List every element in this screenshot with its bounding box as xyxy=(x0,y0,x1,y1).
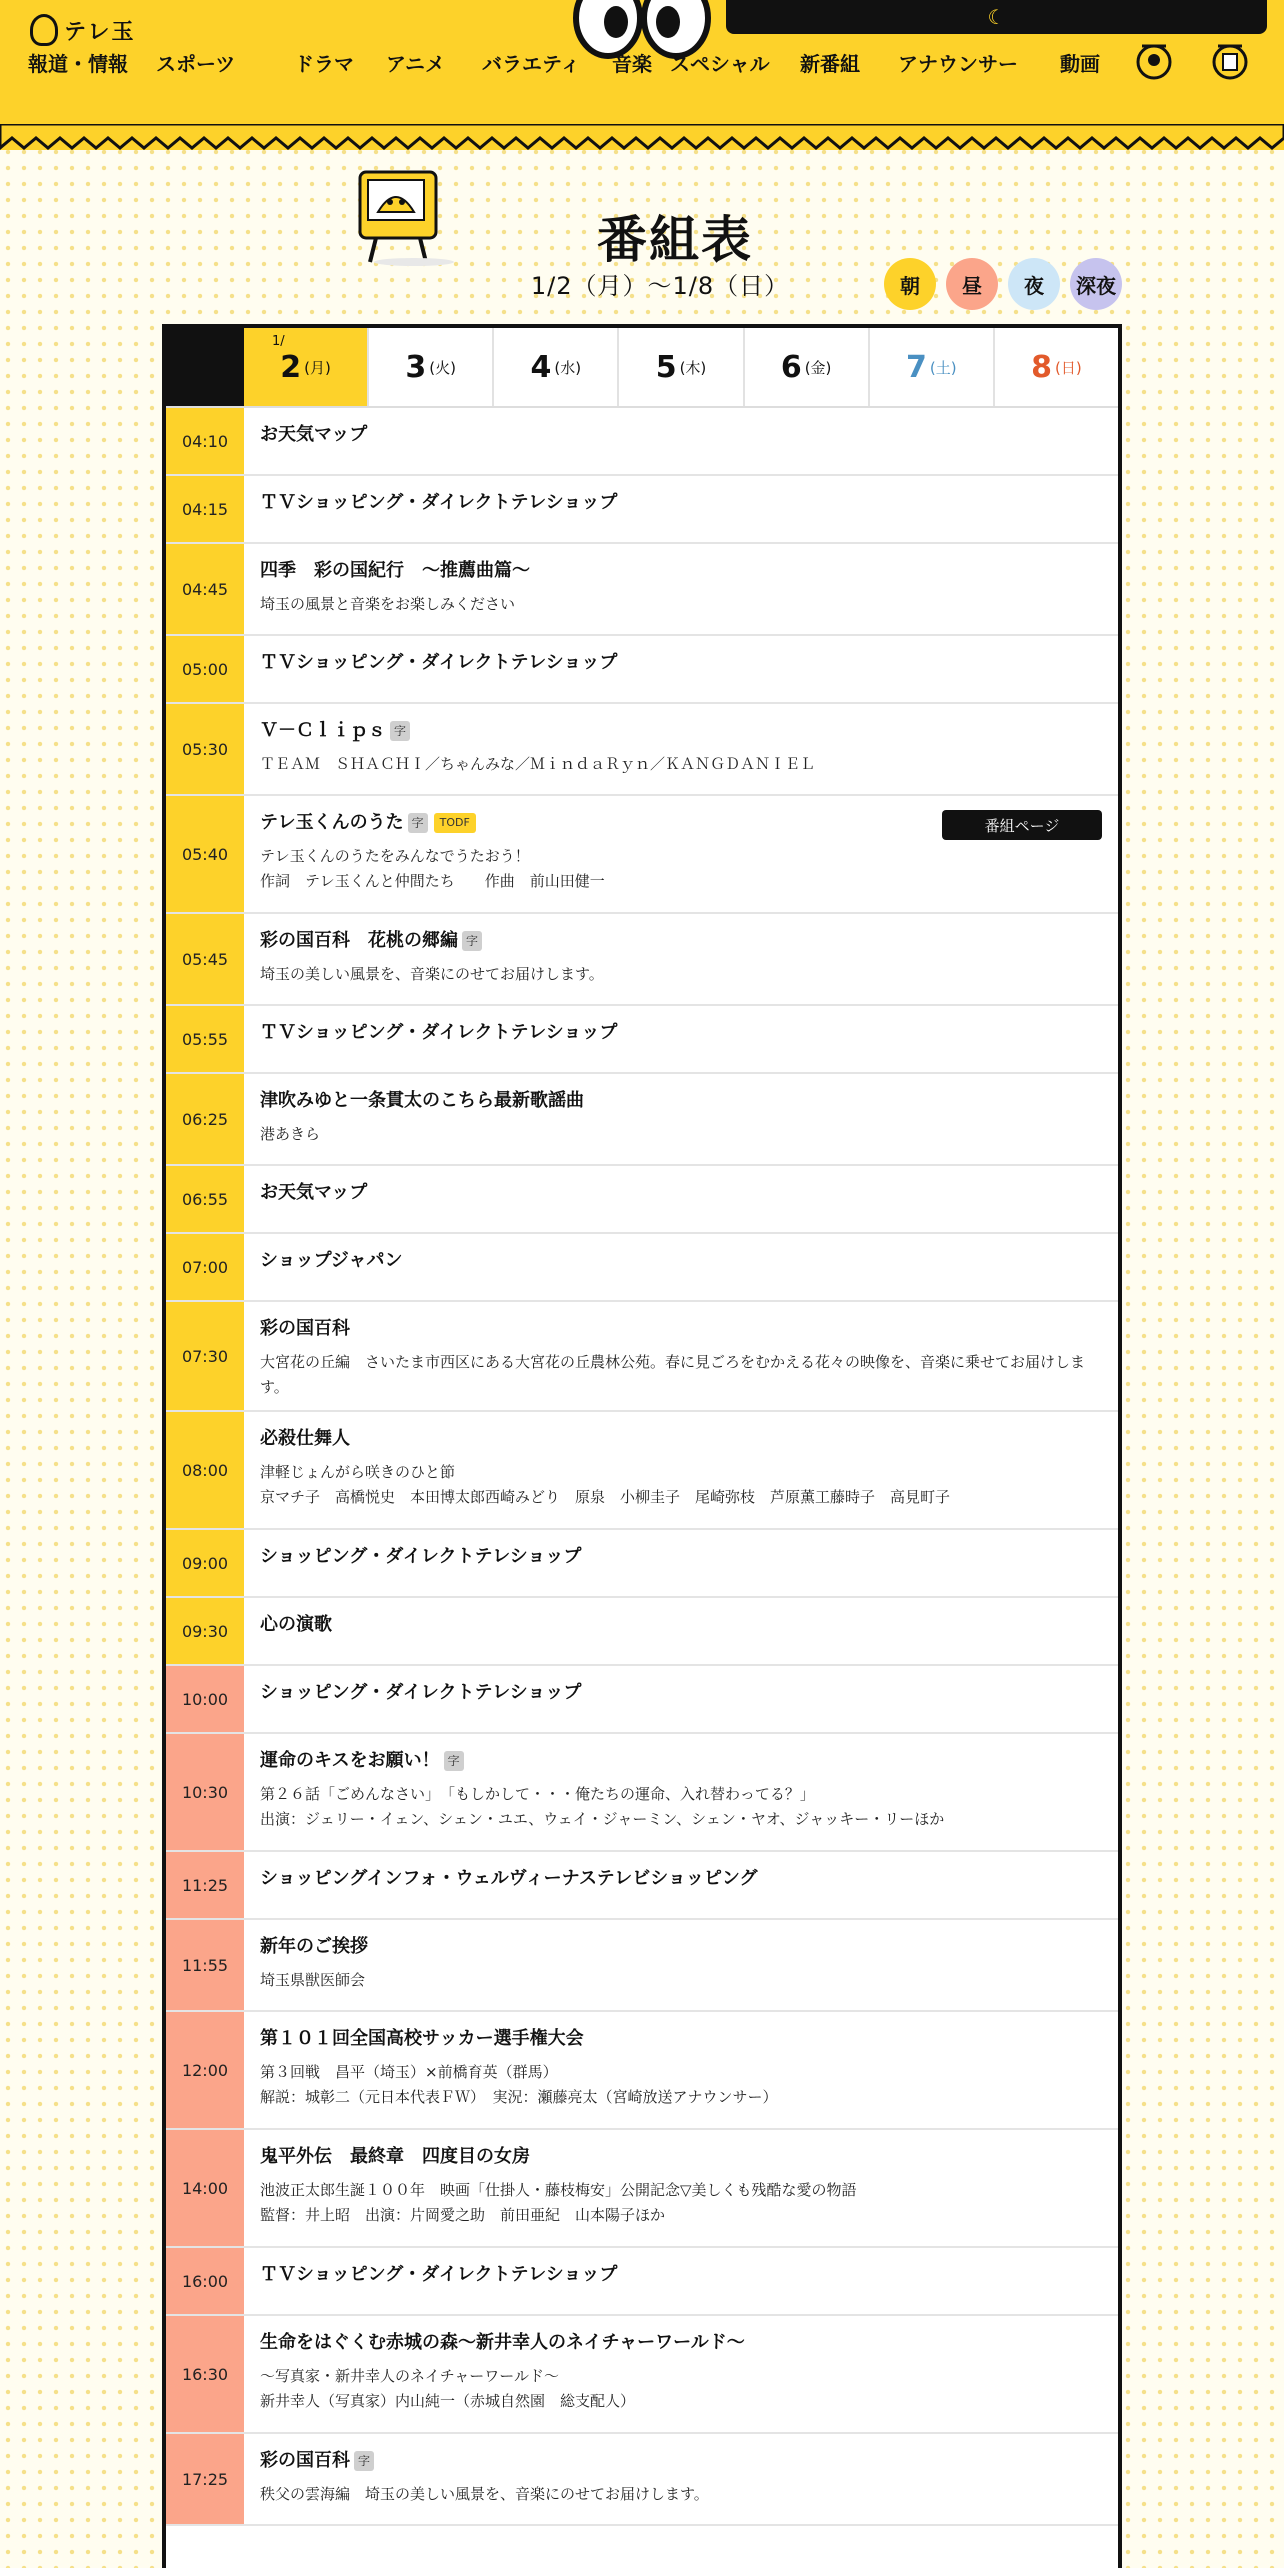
program-time: 04:45 xyxy=(166,544,244,634)
calendar-badge-icon[interactable] xyxy=(1210,38,1250,82)
program-row[interactable] xyxy=(166,1234,1118,1302)
program-info xyxy=(244,704,1118,794)
program-desc-line: 第３回戦 昌平（埼玉）×前橋育英（群馬） xyxy=(260,2063,558,2081)
program-description xyxy=(260,592,1102,617)
program-row[interactable] xyxy=(166,1852,1118,1920)
program-desc-line: 監督：井上昭 出演：片岡愛之助 前田亜紀 山本陽子ほか xyxy=(260,2206,666,2224)
program-info xyxy=(244,544,1118,634)
program-row[interactable] xyxy=(166,914,1118,1006)
program-row[interactable] xyxy=(166,1598,1118,1666)
program-desc-line: 新井幸人（写真家）内山純一（赤城自然園 総支配人） xyxy=(260,2392,636,2410)
program-time: 08:00 xyxy=(166,1412,244,1528)
program-description xyxy=(260,2060,1102,2110)
program-title[interactable]: ＴＶショッピング・ダイレクトテレショップ xyxy=(260,492,618,513)
program-row[interactable] xyxy=(166,2434,1118,2526)
program-desc-line: 第２６話「ごめんなさい」 「もしかして・・・俺たちの運命、入れ替わってる？」 xyxy=(260,1785,815,1803)
program-desc-line: テレ玉くんのうたをみんなでうたおう！ xyxy=(260,847,530,865)
program-row[interactable] xyxy=(166,1920,1118,2012)
program-desc-line: ～写真家・新井幸人のネイチャーワールド～ xyxy=(260,2367,559,2385)
program-description xyxy=(260,2482,1102,2507)
program-description xyxy=(260,844,1102,894)
program-title-line xyxy=(260,930,1102,952)
program-time: 17:25 xyxy=(166,2434,244,2524)
program-info xyxy=(244,2130,1118,2246)
tod-evening-button[interactable]: 夜 xyxy=(1008,258,1060,310)
program-title-line xyxy=(260,1614,1102,1636)
nav-special[interactable]: スペシャル xyxy=(670,52,770,76)
day-month: 1/ xyxy=(272,334,285,349)
day-tabs xyxy=(166,328,1118,408)
program-description xyxy=(260,1460,1102,1510)
day-number: 2 xyxy=(280,349,302,385)
day-weekday: (水) xyxy=(554,358,582,377)
mascot-badge-icon[interactable] xyxy=(1134,38,1174,82)
day-tab-5[interactable] xyxy=(617,328,742,406)
program-title[interactable]: 津吹みゆと一条貫太のこちら最新歌謡曲 xyxy=(260,1090,584,1111)
program-desc-line: 大宮花の丘編 さいたま市西区にある大宮花の丘農林公苑。春に見ごろをむかえる花々の映像を、音楽に乗せてお届けします。 xyxy=(260,1353,1086,1396)
program-title[interactable]: お天気マップ xyxy=(260,424,368,445)
program-title-line xyxy=(260,1318,1102,1340)
program-row[interactable] xyxy=(166,408,1118,476)
program-title[interactable]: 心の演歌 xyxy=(260,1614,332,1635)
program-title[interactable]: ＴＶショッピング・ダイレクトテレショップ xyxy=(260,2264,618,2285)
program-desc-line: 作詞 テレ玉くんと仲間たち 作曲 前山田健一 xyxy=(260,872,605,890)
program-row[interactable] xyxy=(166,636,1118,704)
program-title[interactable]: お天気マップ xyxy=(260,1182,368,1203)
program-description xyxy=(260,1122,1102,1147)
day-weekday: (土) xyxy=(929,358,957,377)
program-title[interactable]: 彩の国百科 xyxy=(260,1318,350,1339)
nav-videos[interactable]: 動画 xyxy=(1060,52,1100,76)
program-time: 11:55 xyxy=(166,1920,244,2010)
nav-sports[interactable]: スポーツ xyxy=(156,52,236,76)
program-badge: 字 xyxy=(462,931,482,951)
day-weekday: (火) xyxy=(429,358,456,377)
program-title[interactable]: 四季 彩の国紀行 ～推薦曲篇～ xyxy=(260,560,530,581)
program-info xyxy=(244,636,1118,702)
program-info xyxy=(244,476,1118,542)
program-title-line xyxy=(260,1022,1102,1044)
program-row[interactable] xyxy=(166,1734,1118,1852)
program-title-line xyxy=(260,2028,1102,2050)
program-row[interactable] xyxy=(166,796,1118,914)
program-time: 09:30 xyxy=(166,1598,244,1664)
program-info xyxy=(244,1852,1118,1918)
program-time: 09:00 xyxy=(166,1530,244,1596)
program-row[interactable] xyxy=(166,2012,1118,2130)
program-title[interactable]: Ｖ－Ｃｌｉｐｓ xyxy=(260,720,386,741)
nav-variety[interactable]: バラエティ xyxy=(482,52,581,76)
page-title: 番組表 xyxy=(597,211,753,269)
program-time: 07:30 xyxy=(166,1302,244,1410)
program-title-line xyxy=(260,1936,1102,1958)
program-title-line xyxy=(260,2146,1102,2168)
program-row[interactable] xyxy=(166,704,1118,796)
program-time: 05:40 xyxy=(166,796,244,912)
nav-drama[interactable]: ドラマ xyxy=(294,52,354,76)
program-desc-line: 池波正太郎生誕１００年 映画「仕掛人・藤枝梅安」公開記念▽美しくも残酷な愛の物語 xyxy=(260,2181,857,2199)
program-desc-line: 秩父の雲海編 埼玉の美しい風景を、音楽にのせてお届けします。 xyxy=(260,2485,709,2503)
day-weekday: (月) xyxy=(304,358,331,377)
program-title[interactable]: 生命をはぐくむ赤城の森～新井幸人のネイチャーワールド～ xyxy=(260,2332,745,2353)
program-row[interactable] xyxy=(166,1166,1118,1234)
program-info xyxy=(244,1598,1118,1664)
program-time: 07:00 xyxy=(166,1234,244,1300)
program-time: 10:00 xyxy=(166,1666,244,1732)
program-title[interactable]: 新年のご挨拶 xyxy=(260,1936,368,1957)
program-description xyxy=(260,2178,1102,2228)
nav-news[interactable]: 報道・情報 xyxy=(28,52,128,76)
program-info xyxy=(244,1734,1118,1850)
main-nav xyxy=(28,48,1100,77)
program-info xyxy=(244,1412,1118,1528)
program-time: 14:00 xyxy=(166,2130,244,2246)
program-info xyxy=(244,2434,1118,2524)
program-time: 16:00 xyxy=(166,2248,244,2314)
program-row[interactable] xyxy=(166,2130,1118,2248)
moon-search-icon: ☾ xyxy=(987,5,1006,29)
program-info xyxy=(244,1006,1118,1072)
program-info xyxy=(244,914,1118,1004)
nav-music[interactable]: 音楽 xyxy=(612,52,652,76)
program-desc-line: 津軽じょんがら咲きのひと節 xyxy=(260,1463,456,1481)
program-title-line xyxy=(260,1546,1102,1568)
day-tab-2[interactable] xyxy=(244,328,367,406)
program-info xyxy=(244,2012,1118,2128)
program-badge: TODF xyxy=(434,813,476,833)
program-title-line xyxy=(260,560,1102,582)
program-time: 05:45 xyxy=(166,914,244,1004)
program-title[interactable]: ショップジャパン xyxy=(260,1250,403,1271)
program-time: 04:10 xyxy=(166,408,244,474)
program-title[interactable]: ショッピングインフォ・ウェルヴィーナステレビショッピング xyxy=(260,1868,758,1889)
program-desc-line: ＴＥＡＭ ＳＨＡＣＨＩ／ちゃんみな／ＭｉｎｄａＲｙｎ／ＫＡＮＧＤＡＮＩＥＬ xyxy=(260,755,816,773)
program-row[interactable] xyxy=(166,2248,1118,2316)
nav-anime[interactable]: アニメ xyxy=(386,52,445,76)
tod-morning-button[interactable]: 朝 xyxy=(884,258,936,310)
program-title-line xyxy=(260,1090,1102,1112)
program-info xyxy=(244,2316,1118,2432)
program-time: 06:55 xyxy=(166,1166,244,1232)
header-zigzag-edge xyxy=(0,124,1284,152)
program-title[interactable]: 運命のキスをお願い！ xyxy=(260,1750,440,1771)
nav-new-programs[interactable]: 新番組 xyxy=(800,52,860,76)
program-schedule xyxy=(162,324,1122,2568)
day-tab-7[interactable] xyxy=(868,328,993,406)
nav-announcers[interactable]: アナウンサー xyxy=(898,52,1018,76)
program-title[interactable]: ＴＶショッピング・ダイレクトテレショップ xyxy=(260,1022,618,1043)
program-desc-line: 港あきら xyxy=(260,1125,321,1143)
program-title-line xyxy=(260,652,1102,674)
program-time: 06:25 xyxy=(166,1074,244,1164)
program-title[interactable]: ＴＶショッピング・ダイレクトテレショップ xyxy=(260,652,618,673)
day-tab-8[interactable] xyxy=(993,328,1118,406)
program-title-line xyxy=(260,2264,1102,2286)
program-time: 16:30 xyxy=(166,2316,244,2432)
program-time: 10:30 xyxy=(166,1734,244,1850)
tv-mascot-icon xyxy=(354,168,460,268)
program-info xyxy=(244,1920,1118,2010)
tod-daytime-button[interactable]: 昼 xyxy=(946,258,998,310)
day-number: 4 xyxy=(530,349,552,385)
day-weekday: (日) xyxy=(1054,358,1082,377)
program-desc-line: 解説：城彰二（元日本代表ＦＷ） 実況：瀬藤亮太（宮崎放送アナウンサー） xyxy=(260,2088,778,2106)
program-badge: 字 xyxy=(444,1751,464,1771)
program-row[interactable] xyxy=(166,544,1118,636)
day-tab-3[interactable] xyxy=(367,328,492,406)
day-weekday: (木) xyxy=(679,358,707,377)
program-time: 11:25 xyxy=(166,1852,244,1918)
day-number: 7 xyxy=(905,349,927,385)
time-of-day-switch xyxy=(884,258,1122,310)
program-title-line xyxy=(260,424,1102,446)
program-description xyxy=(260,1968,1102,1993)
program-badge: 字 xyxy=(354,2451,374,2471)
program-time: 05:30 xyxy=(166,704,244,794)
program-title[interactable]: 彩の国百科 xyxy=(260,2450,350,2471)
program-title[interactable]: ショッピング・ダイレクトテレショップ xyxy=(260,1682,582,1703)
program-info xyxy=(244,1530,1118,1596)
day-number: 5 xyxy=(655,349,677,385)
program-desc-line: 京マチ子 高橋悦史 本田博太郎西崎みどり 原泉 小柳圭子 尾崎弥枝 芦原薫工藤時子 高見町子 xyxy=(260,1488,951,1506)
program-time: 04:15 xyxy=(166,476,244,542)
program-title-line xyxy=(260,1682,1102,1704)
program-title-line xyxy=(260,2450,1102,2472)
program-description xyxy=(260,752,1102,777)
program-time: 05:55 xyxy=(166,1006,244,1072)
program-info xyxy=(244,1074,1118,1164)
program-info xyxy=(244,408,1118,474)
program-row[interactable] xyxy=(166,1302,1118,1412)
program-row[interactable] xyxy=(166,476,1118,544)
program-title[interactable]: 第１０１回全国高校サッカー選手権大会 xyxy=(260,2028,584,2049)
program-row[interactable] xyxy=(166,1530,1118,1598)
program-title-line xyxy=(260,1250,1102,1272)
program-title[interactable]: 彩の国百科 花桃の郷編 xyxy=(260,930,458,951)
program-title[interactable]: 鬼平外伝 最終章 四度目の女房 xyxy=(260,2146,530,2167)
program-row[interactable] xyxy=(166,1074,1118,1166)
program-info xyxy=(244,796,1118,912)
program-row[interactable] xyxy=(166,1666,1118,1734)
program-info xyxy=(244,1302,1118,1410)
program-desc-line: 埼玉県獣医師会 xyxy=(260,1971,366,1989)
search-bar[interactable] xyxy=(726,0,1267,34)
tetama-mascot-icon xyxy=(30,14,58,46)
program-desc-line: 埼玉の美しい風景を、音楽にのせてお届けします。 xyxy=(260,965,604,983)
program-title[interactable]: 必殺仕舞人 xyxy=(260,1428,350,1449)
logo[interactable] xyxy=(30,14,136,46)
program-row[interactable] xyxy=(166,1412,1118,1530)
program-title[interactable]: ショッピング・ダイレクトテレショップ xyxy=(260,1546,582,1567)
program-title-line xyxy=(260,720,1102,742)
program-page-button[interactable]: 番組ページ xyxy=(942,810,1102,840)
program-title-line xyxy=(260,2332,1102,2354)
logo-text: テレ玉 xyxy=(64,19,136,45)
day-number: 3 xyxy=(405,349,427,385)
day-weekday: (金) xyxy=(804,358,832,377)
day-number: 6 xyxy=(780,349,802,385)
tod-latenight-button[interactable]: 深夜 xyxy=(1070,258,1122,310)
program-info xyxy=(244,2248,1118,2314)
program-time: 05:00 xyxy=(166,636,244,702)
day-tabs-corner xyxy=(166,328,244,406)
day-tab-6[interactable] xyxy=(743,328,868,406)
program-time: 12:00 xyxy=(166,2012,244,2128)
program-list xyxy=(166,408,1118,2526)
day-number: 8 xyxy=(1031,349,1052,385)
program-title-line xyxy=(260,1868,1102,1890)
program-description xyxy=(260,1782,1102,1832)
program-title-line xyxy=(260,1182,1102,1204)
program-title-line xyxy=(260,492,1102,514)
program-description xyxy=(260,1350,1102,1400)
program-title-line xyxy=(260,1428,1102,1450)
program-description xyxy=(260,962,1102,987)
program-title[interactable]: テレ玉くんのうた xyxy=(260,812,404,833)
program-description xyxy=(260,2364,1102,2414)
program-row[interactable] xyxy=(166,1006,1118,1074)
date-range: 1/2（月）〜1/8（日） xyxy=(530,272,790,300)
program-desc-line: 埼玉の風景と音楽をお楽しみください xyxy=(260,595,516,613)
program-desc-line: 出演：ジェリー・イェン、シェン・ユエ、ウェイ・ジャーミン、シェン・ヤオ、ジャッキー・リーほか xyxy=(260,1810,945,1828)
day-tab-4[interactable] xyxy=(492,328,617,406)
program-info xyxy=(244,1666,1118,1732)
program-info xyxy=(244,1234,1118,1300)
program-badge: 字 xyxy=(408,813,428,833)
program-badge: 字 xyxy=(390,721,410,741)
program-info xyxy=(244,1166,1118,1232)
site-header xyxy=(0,0,1284,150)
program-title-line xyxy=(260,1750,1102,1772)
program-row[interactable] xyxy=(166,2316,1118,2434)
